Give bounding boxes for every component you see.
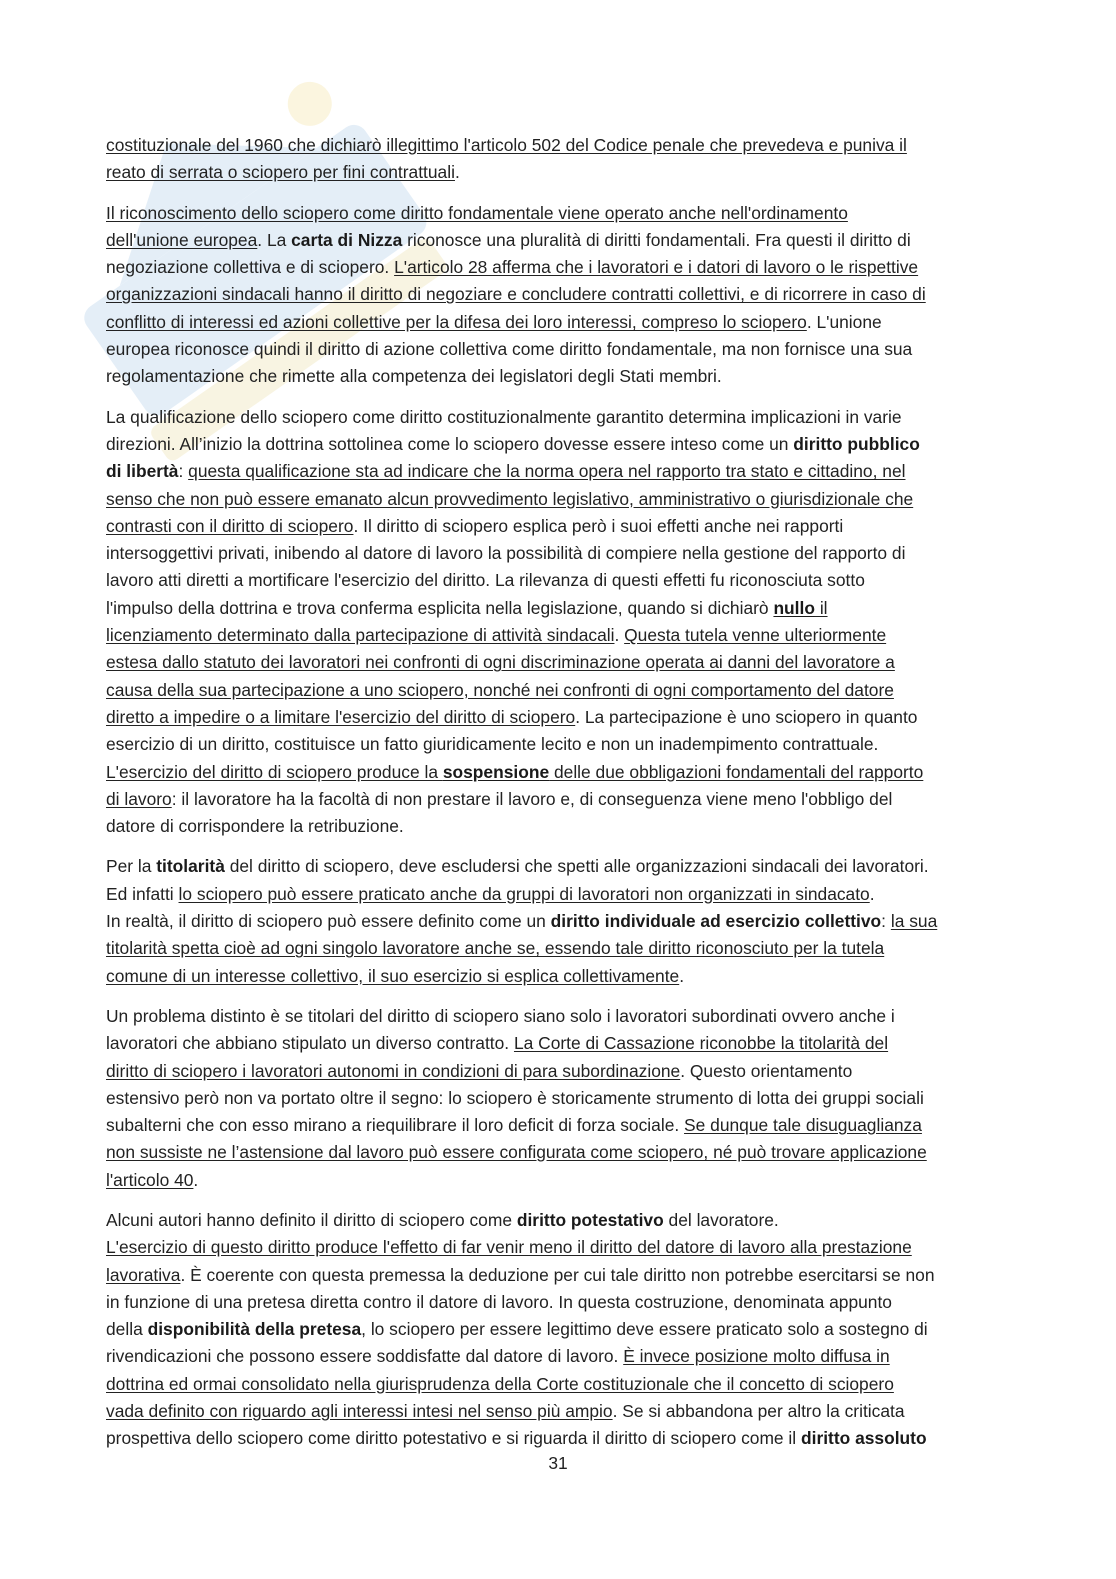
underlined-run: Se dunque tale disuguaglianza xyxy=(684,1115,922,1136)
underlined-run: titolarità spetta cioè ad ogni singolo lavoratore anche se, essendo tale diritto riconosciuto per la tutela xyxy=(106,938,885,959)
text-line xyxy=(106,598,828,618)
text-line xyxy=(106,966,684,986)
text-line xyxy=(106,1346,890,1366)
text-line xyxy=(106,1237,912,1257)
text-line xyxy=(106,884,875,904)
page-number: 31 xyxy=(548,1453,568,1473)
paragraph-p4 xyxy=(106,853,1006,989)
underlined-run: il xyxy=(814,597,828,618)
text-run: . Questo orientamento xyxy=(680,1060,853,1081)
text-line xyxy=(106,1428,927,1448)
text-run: . xyxy=(454,162,460,183)
text-run: Ed infatti xyxy=(106,883,179,904)
underlined-run: contrasti con il diritto di sciopero xyxy=(106,515,354,536)
underlined-run: la sua xyxy=(890,911,938,932)
underlined-run: di lavoro xyxy=(106,788,172,809)
text-run: . xyxy=(679,965,685,986)
underlined-run: conflitto di interessi ed azioni collettive per la difesa dei loro interessi, compreso lo sciopero xyxy=(106,311,807,332)
text-line xyxy=(106,339,912,359)
paragraph-p3 xyxy=(106,404,1006,841)
text-run: in funzione di una pretesa diretta contro il datore di lavoro. In questa costruzione, denominata appunto xyxy=(106,1291,892,1312)
text-run: datore di corrispondere la retribuzione. xyxy=(106,816,404,837)
text-line xyxy=(106,707,917,727)
text-line xyxy=(106,284,926,304)
bold-run: nullo xyxy=(773,597,815,618)
text-run: regolamentazione che rimette alla competenza dei legislatori degli Stati membri. xyxy=(106,366,722,387)
text-run: rivendicazioni che possono essere soddisfatte dal datore di lavoro. xyxy=(106,1346,624,1367)
underlined-run: delle due obbligazioni fondamentali del rapporto xyxy=(549,761,924,782)
text-line xyxy=(106,1061,852,1081)
underlined-run: L'esercizio di questo diritto produce l'effetto di far venir meno il diritto del datore di lavoro alla prestazione xyxy=(106,1237,912,1258)
underlined-run: dell'unione europea xyxy=(106,229,258,250)
text-run: : xyxy=(178,461,189,482)
text-line xyxy=(106,543,905,563)
text-run: del lavoratore. xyxy=(663,1209,779,1230)
text-line xyxy=(106,652,895,672)
bold-run: sospensione xyxy=(442,761,550,782)
text-run: del diritto di sciopero, deve escludersi che spetti alle organizzazioni sindacali dei lavoratori. xyxy=(224,856,929,877)
paragraph-p6 xyxy=(106,1207,1006,1453)
underlined-run: senso che non può essere emanato alcun provvedimento legislativo, amministrativo o giurisdizionale che xyxy=(106,488,914,509)
text-run: In realtà, il diritto di sciopero può essere definito come un xyxy=(106,911,551,932)
underlined-run: lo sciopero può essere praticato anche da gruppi di lavoratori non organizzati in sindacato xyxy=(178,883,870,904)
text-line xyxy=(106,1115,922,1135)
bold-run: diritto assoluto xyxy=(801,1428,927,1449)
text-run: . xyxy=(193,1169,199,1190)
text-line xyxy=(106,680,894,700)
text-run: . È coerente con questa premessa la deduzione per cui tale diritto non potrebbe esercitarsi se non xyxy=(180,1264,935,1285)
paragraph-p5 xyxy=(106,1003,1006,1194)
text-line xyxy=(106,1374,894,1394)
text-run: negoziazione collettiva e di sciopero. xyxy=(106,257,395,278)
underlined-run: L'articolo 28 afferma che i lavoratori e i datori di lavoro o le rispettive xyxy=(394,257,919,278)
paragraph-p1 xyxy=(106,132,1006,187)
text-line xyxy=(106,625,886,645)
text-line xyxy=(106,1210,779,1230)
text-run: esercizio di un diritto, costituisce un fatto giuridicamente lecito e non un inadempimento contrattuale. xyxy=(106,734,879,755)
underlined-run: L'esercizio del diritto di sciopero produce la xyxy=(106,761,443,782)
text-line xyxy=(106,1006,895,1026)
text-line xyxy=(106,135,907,155)
text-line xyxy=(106,312,882,332)
text-run: . La xyxy=(257,229,292,250)
underlined-run: questa qualificazione sta ad indicare che la norma opera nel rapporto tra stato e cittadino, nel xyxy=(188,461,906,482)
text-run: . xyxy=(614,625,625,646)
text-line xyxy=(106,762,923,782)
text-line xyxy=(106,1292,892,1312)
underlined-run: diritto di sciopero i lavoratori autonomi in condizioni di para subordinazione xyxy=(106,1060,681,1081)
text-line xyxy=(106,1170,198,1190)
underlined-run: vada definito con riguardo agli interessi intesi nel senso più ampio xyxy=(106,1401,613,1422)
text-run: prospettiva dello sciopero come diritto potestativo e si riguarda il diritto di sciopero come il xyxy=(106,1428,801,1449)
document-page xyxy=(106,132,1006,1466)
underlined-run: l'articolo 40 xyxy=(106,1169,194,1190)
text-run: subalterni che con esso mirano a riequilibrare il loro deficit di forza sociale. xyxy=(106,1115,685,1136)
bold-run: disponibilità della pretesa xyxy=(147,1319,362,1340)
text-run: Un problema distinto è se titolari del diritto di sciopero siano solo i lavoratori subordinati ovvero anche i xyxy=(106,1005,895,1026)
text-line xyxy=(106,230,911,250)
text-run: lavoro atti diretti a mortificare l'esercizio del diritto. La rilevanza di questi effetti fu riconosciuta sotto xyxy=(106,570,865,591)
text-run: della xyxy=(106,1319,148,1340)
text-line xyxy=(106,1033,888,1053)
underlined-run: dottrina ed ormai consolidato nella giurisprudenza della Corte costituzionale che il concetto di sciopero xyxy=(106,1373,894,1394)
bold-run: diritto potestativo xyxy=(516,1209,664,1230)
text-run: : xyxy=(881,911,891,932)
paragraph-p2 xyxy=(106,200,1006,391)
underlined-run: Questa tutela venne ulteriormente xyxy=(624,625,887,646)
text-line xyxy=(106,911,937,931)
underlined-run: Il riconoscimento dello sciopero come diritto fondamentale viene operato anche nell'ordinamento xyxy=(106,202,848,223)
text-run: riconosce una pluralità di diritti fondamentali. Fra questi il diritto di xyxy=(402,229,911,250)
underlined-run: È invece posizione molto diffusa in xyxy=(623,1346,890,1367)
underlined-run: non sussiste ne l’astensione dal lavoro può essere configurata come sciopero, né può trovare applicazione xyxy=(106,1142,927,1163)
text-run: . L'unione xyxy=(806,311,882,332)
text-line xyxy=(106,203,848,223)
underlined-run: costituzionale del 1960 che dichiarò illegittimo l'articolo 502 del Codice penale che prevedeva e puniva il xyxy=(106,135,907,155)
text-line xyxy=(106,1401,905,1421)
text-run: direzioni. All’inizio la dottrina sottolinea come lo sciopero dovesse essere inteso come un xyxy=(106,433,794,454)
text-run: Alcuni autori hanno definito il diritto di sciopero come xyxy=(106,1209,517,1230)
text-line xyxy=(106,489,913,509)
underlined-run: La Corte di Cassazione riconobbe la titolarità del xyxy=(513,1033,889,1054)
text-line xyxy=(106,1319,928,1339)
underlined-run: reato di serrata o sciopero per fini contrattuali xyxy=(106,162,455,183)
text-run: La qualificazione dello sciopero come diritto costituzionalmente garantito determina implicazioni in varie xyxy=(106,406,902,427)
text-line xyxy=(106,516,843,536)
text-line xyxy=(106,816,404,836)
bold-run: diritto individuale ad esercizio collettivo xyxy=(550,911,882,932)
text-run: . Il diritto di sciopero esplica però i suoi effetti anche nei rapporti xyxy=(353,515,844,536)
underlined-run: comune di un interesse collettivo, il suo esercizio si esplica collettivamente xyxy=(106,965,680,986)
text-line xyxy=(106,366,722,386)
text-run: . Se si abbandona per altro la criticata xyxy=(612,1401,905,1422)
text-line xyxy=(106,1142,927,1162)
text-run: europea riconosce quindi il diritto di azione collettiva come diritto fondamentale, ma non fornisce una sua xyxy=(106,339,913,360)
underlined-run: estesa dallo statuto dei lavoratori nei confronti di ogni discriminazione operata ai danni del lavoratore a xyxy=(106,652,895,673)
text-line xyxy=(106,1265,935,1285)
text-line xyxy=(106,856,929,876)
text-run: , lo sciopero per essere legittimo deve essere praticato solo a sostegno di xyxy=(361,1319,928,1340)
bold-run: titolarità xyxy=(156,856,225,877)
text-run: l'impulso della dottrina e trova conferma esplicita nella legislazione, quando si dichiarò xyxy=(106,597,774,618)
underlined-run: diretto a impedire o a limitare l'esercizio del diritto di sciopero xyxy=(106,706,576,727)
text-run: . xyxy=(869,883,875,904)
text-line xyxy=(106,162,460,182)
text-run: intersoggettivi privati, inibendo al datore di lavoro la possibilità di compiere nella gestione del rapporto di xyxy=(106,543,906,564)
underlined-run: causa della sua partecipazione a uno sciopero, nonché nei confronti di ogni comportamento del datore xyxy=(106,679,894,700)
bold-run: diritto pubblico xyxy=(793,433,920,454)
text-line xyxy=(106,938,884,958)
text-line xyxy=(106,257,918,277)
underlined-run: lavorativa xyxy=(106,1264,181,1285)
text-run: : il lavoratore ha la facoltà di non prestare il lavoro e, di conseguenza viene meno l'obbligo del xyxy=(171,788,893,809)
text-line xyxy=(106,734,878,754)
text-line xyxy=(106,1088,924,1108)
bold-run: di libertà xyxy=(106,461,179,482)
bold-run: carta di Nizza xyxy=(291,229,403,250)
text-run: lavoratori che abbiano stipulato un diverso contratto. xyxy=(106,1033,514,1054)
text-line xyxy=(106,407,902,427)
text-run: Per la xyxy=(106,856,157,877)
text-run: estensivo però non va portato oltre il segno: lo sciopero è storicamente strumento di lotta dei gruppi sociali xyxy=(106,1087,924,1108)
text-line xyxy=(106,570,865,590)
underlined-run: organizzazioni sindacali hanno il diritto di negoziare e concludere contratti collettivi, e di ricorrere in caso di xyxy=(106,284,926,305)
underlined-run: licenziamento determinato dalla partecipazione di attività sindacali xyxy=(106,625,615,646)
text-line xyxy=(106,434,920,454)
text-run: . La partecipazione è uno sciopero in quanto xyxy=(575,706,918,727)
text-line xyxy=(106,789,892,809)
text-line xyxy=(106,461,905,481)
